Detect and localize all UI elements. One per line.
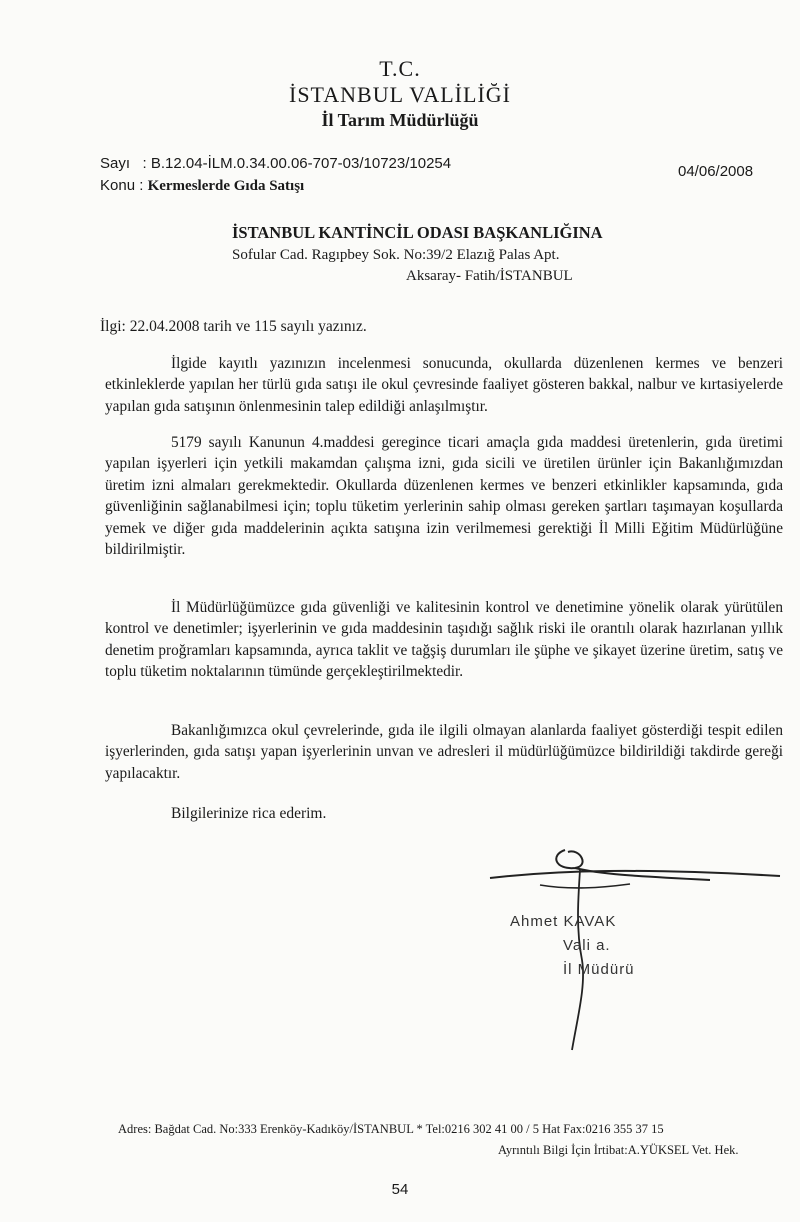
document-date: 04/06/2008 <box>678 163 754 180</box>
number-line <box>100 155 451 172</box>
handwritten-signature <box>480 840 790 1060</box>
page-number: 54 <box>391 1181 409 1198</box>
reference-line: İlgi: 22.04.2008 tarih ve 115 sayılı yazınız. <box>100 318 367 335</box>
number-label: Sayı <box>100 155 131 172</box>
subject-value: Kermeslerde Gıda Satışı <box>147 178 305 194</box>
recipient-address-line1: Sofular Cad. Ragıpbey Sok. No:39/2 Elazığ Palas Apt. <box>232 247 560 263</box>
number-separator: : <box>142 155 147 172</box>
recipient-name: İSTANBUL KANTİNCİL ODASI BAŞKANLIĞINA <box>232 223 603 242</box>
header-country: T.C. <box>379 56 421 81</box>
header-directorate: İl Tarım Müdürlüğü <box>321 110 479 130</box>
signatory-title: Vali a. <box>563 937 611 954</box>
footer-address: Adres: Bağdat Cad. No:333 Erenköy-Kadıköy/İSTANBUL * Tel:0216 302 41 00 / 5 Hat Fax:0216 355 37 15 <box>118 1122 664 1136</box>
subject-label: Konu <box>100 177 136 194</box>
signatory-name: Ahmet KAVAK <box>510 913 617 930</box>
number-value: B.12.04-İLM.0.34.00.06-707-03/10723/10254 <box>150 155 452 172</box>
body-paragraph-3: İl Müdürlüğümüzce gıda güvenliği ve kalitesinin kontrol ve denetimine yönelik olarak yürütülen kontrol ve denetimler; işyerlerinin ve gıda maddesinin taşıdığı sağlık riski ile orantılı olarak hazırlanan yıllık denetim proğramları kapsamında, ayrıca taklit ve tağşiş durumları ile şüphe ve şikayet üzerine üretim, satış ve toplu tüketim noktalarının tümünde gerçekleştirilmektedir. <box>105 599 783 681</box>
subject-separator: : <box>139 177 144 194</box>
body-paragraph-1: İlgide kayıtlı yazınızın incelenmesi sonucunda, okullarda düzenlenen kermes ve benzeri etkinleklerde yapılan her türlü gıda satışı ile okul çevresinde faaliyet gösteren bakkal, nalbur ve kırtasiyelerde yapılan gıda satışının önlenmesinin talep edildiği anlaşılmıştır. <box>105 355 783 415</box>
closing-line: Bilgilerinize rica ederim. <box>171 805 327 822</box>
signatory-role: İl Müdürü <box>563 961 635 978</box>
footer-contact: Ayrıntılı Bilgi İçin İrtibat:A.YÜKSEL Vet. Hek. <box>498 1143 739 1157</box>
subject-line <box>100 177 304 195</box>
body-paragraph-2: 5179 sayılı Kanunun 4.maddesi geregince ticari amaçla gıda maddesi üretenlerin, gıda üretimi yapılan işyerleri için yetkili makamdan çalışma izni, gıda sicili ve üretilen ürünler için Bakanlığımızdan üretim izni almaları gerekmektedir. Okullarda düzenlenen kermes ve benzeri etkinlikler kapsamında, gıda güvenliğinin sağlanabilmesi için; toplu tüketim yerlerinin sahip olması gereken şartları taşımayan koşullarda yemek ve diğer gıda maddelerinin açıkta satışına izin verilmemesi gerektiği İl Milli Eğitim Müdürlüğüne bildirilmiştir. <box>105 434 783 559</box>
body-paragraph-4: Bakanlığımızca okul çevrelerinde, gıda ile ilgili olmayan alanlarda faaliyet gösterdiği tespit edilen işyerlerinden, gıda satışı yapan işyerlerinin unvan ve adresleri il müdürlüğümüzce bildirildiği takdirde gereği yapılacaktır. <box>105 722 783 782</box>
recipient-address-line2: Aksaray- Fatih/İSTANBUL <box>406 268 573 284</box>
header-governorship: İSTANBUL VALİLİĞİ <box>289 82 511 107</box>
